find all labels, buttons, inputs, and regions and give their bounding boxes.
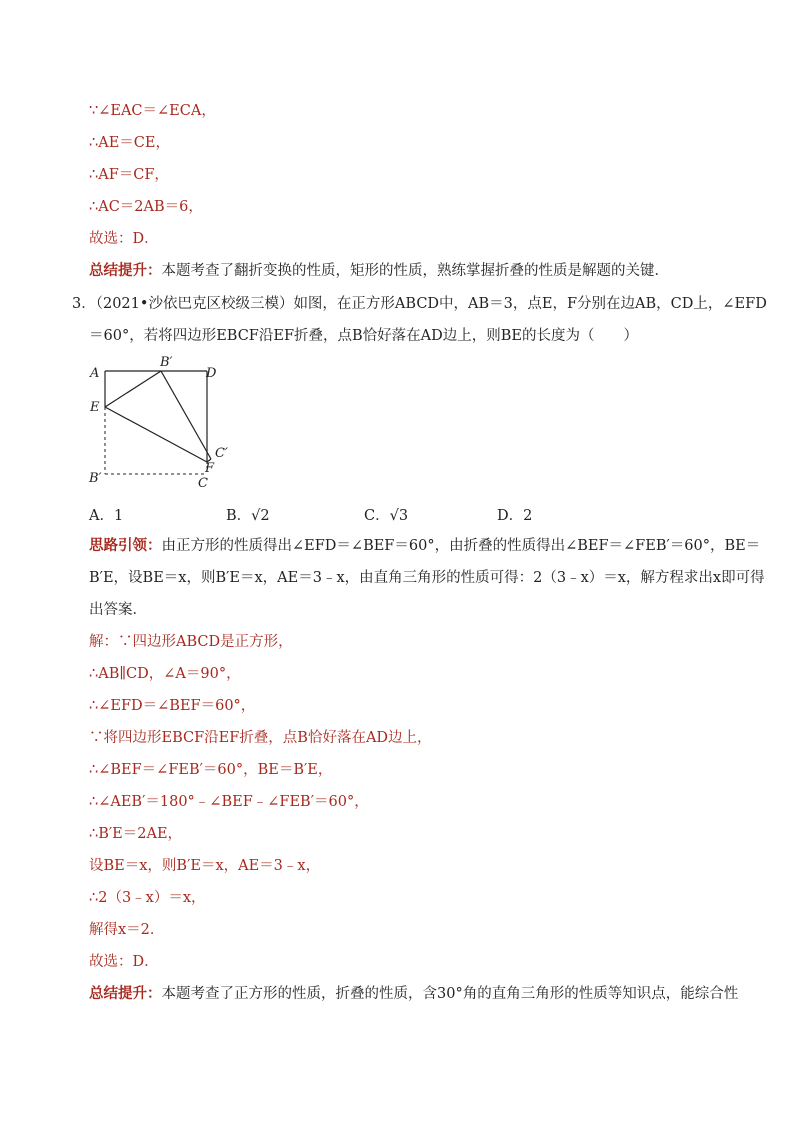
label-D: D [206, 366, 217, 381]
solution-line: ∴2（3﹣x）＝x， [89, 890, 206, 906]
prev-solution-line: ∴AC＝2AB＝6， [89, 199, 203, 215]
hint-line-1 [89, 536, 760, 556]
hint-text: 由正方形的性质得出∠EFD＝∠BEF＝60°，由折叠的性质得出∠BEF＝∠FEB′＝60°，BE＝ [161, 538, 761, 554]
label-E: E [90, 400, 100, 415]
hint-label: 思路引领： [89, 538, 162, 554]
solution-line: 解得x＝2． [89, 922, 165, 938]
label-Cprime: C′ [215, 446, 228, 461]
option-b[interactable]: B．√2 [226, 508, 270, 524]
prev-summary [89, 261, 669, 281]
label-Bprime: B′ [160, 356, 173, 370]
question-text: 如图，在正方形ABCD中，AB＝3，点E，F分别在边AB，CD上，∠EFD [293, 296, 767, 312]
label-A: A [90, 366, 100, 381]
label-C: C [198, 476, 208, 491]
solution-answer: 故选：D． [89, 954, 159, 970]
question-line-2: ＝60°，若将四边形EBCF沿EF折叠，点B恰好落在AD边上，则BE的长度为（ ） [89, 328, 639, 344]
label-Bprime-2: B′ [89, 471, 102, 486]
solution-line: ∵将四边形EBCF沿EF折叠，点B恰好落在AD边上， [89, 730, 432, 746]
question-line-1 [72, 294, 767, 314]
prev-answer: 故选：D． [89, 231, 159, 247]
summary-text: 本题考查了翻折变换的性质，矩形的性质，熟练掌握折叠的性质是解题的关键． [161, 263, 669, 279]
summary-label: 总结提升： [89, 263, 162, 279]
segment-EF [105, 407, 207, 462]
solution-line: ∴∠BEF＝∠FEB′＝60°，BE＝B′E， [89, 762, 333, 778]
hint-line-3: 出答案． [89, 602, 147, 618]
prev-solution-line: ∴AE＝CE， [89, 135, 170, 151]
label-F: F [205, 461, 215, 476]
hint-line-2: B′E，设BE＝x，则B′E＝x，AE＝3﹣x，由直角三角形的性质可得：2（3﹣x）＝x，解方程求出x即可得 [89, 570, 765, 586]
option-a[interactable]: A．1 [89, 508, 124, 524]
solution-line: 设BE＝x，则B′E＝x，AE＝3﹣x， [89, 858, 321, 874]
question-number: 3． [72, 296, 96, 312]
summary-text: 本题考查了正方形的性质，折叠的性质，含30°角的直角三角形的性质等知识点，能综合性 [161, 986, 739, 1002]
option-d[interactable]: D．2 [497, 508, 533, 524]
solution-line: ∴AB∥CD，∠A＝90°， [89, 666, 241, 682]
solution-line: ∴∠EFD＝∠BEF＝60°， [89, 698, 256, 714]
segment-BpCp [161, 371, 211, 459]
solution-summary [89, 984, 738, 1004]
solution-line: 解：∵四边形ABCD是正方形， [89, 634, 293, 650]
question-source: （2021•沙依巴克区校级三模） [95, 296, 294, 312]
solution-line: ∴∠AEB′＝180°﹣∠BEF﹣∠FEB′＝60°， [89, 794, 369, 810]
solution-line: ∴B′E＝2AE， [89, 826, 183, 842]
segment-EBp [105, 371, 161, 407]
prev-solution-line: ∴AF＝CF， [89, 167, 169, 183]
geometry-figure [80, 356, 320, 496]
option-c[interactable]: C．√3 [364, 508, 409, 524]
prev-solution-line: ∵∠EAC＝∠ECA， [89, 103, 216, 119]
summary-label: 总结提升： [89, 986, 162, 1002]
